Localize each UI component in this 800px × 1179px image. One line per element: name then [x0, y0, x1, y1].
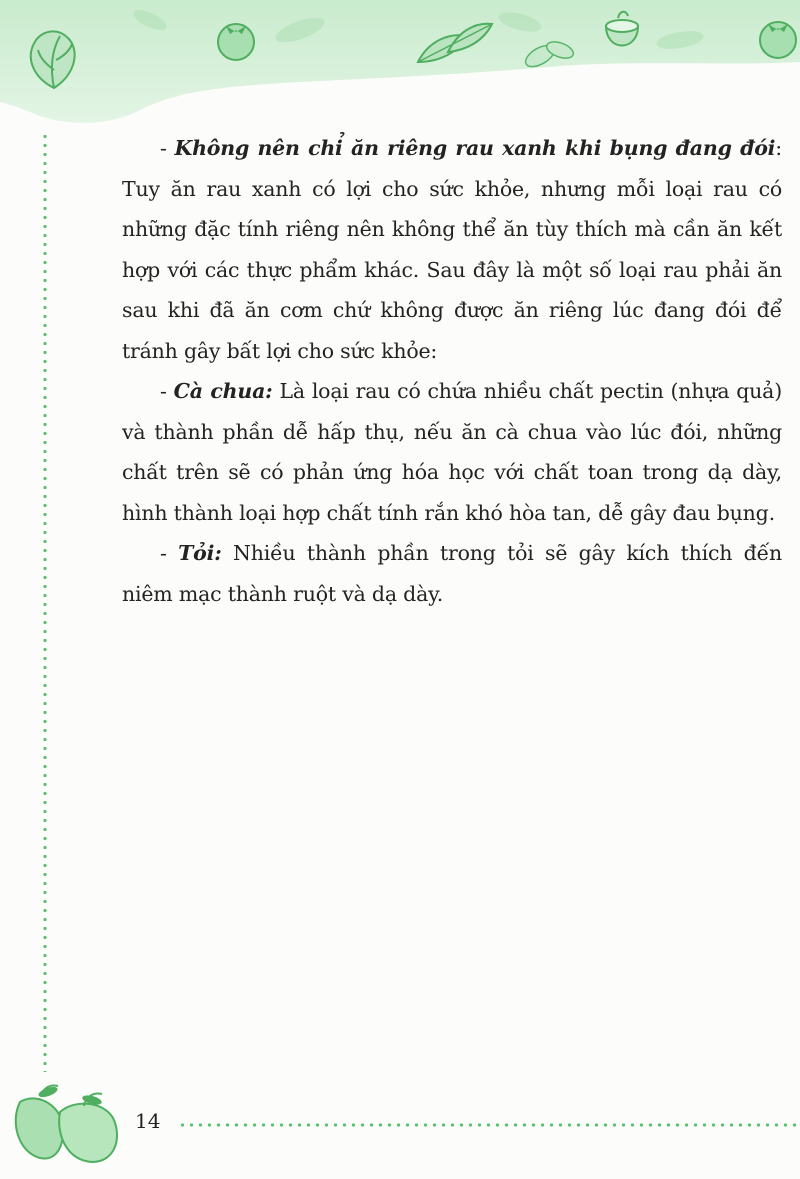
cabbage-icon: [14, 18, 94, 98]
paragraph-text: Là loại rau có chứa nhiều chất pectin (nhựa quả) và thành phần dễ hấp thụ, nếu ăn cà chua vào lúc đói, những chất trên sẽ có phản ứng hóa học với chất toan trong dạ dày, hình thành loại hợp chất tính rắn khó hòa tan, dễ gây đau bụng.: [122, 379, 783, 525]
page-number: 14: [135, 1109, 161, 1133]
bottom-dotted-border: [178, 1121, 800, 1129]
top-band-shape: [0, 0, 800, 140]
heading-colon: :: [775, 136, 782, 160]
top-decorative-band: [0, 0, 800, 140]
list-dash: -: [160, 379, 174, 403]
paragraph-text: Tuy ăn rau xanh có lợi cho sức khỏe, nhưng mỗi loại rau có những đặc tính riêng nên không thể ăn tùy thích mà cần ăn kết hợp với các thực phẩm khác. Sau đây là một số loại rau phải ăn sau khi đã ăn cơm chứ không được ăn riêng lúc đang đói để tránh gây bất lợi cho sức khỏe:: [122, 176, 782, 363]
paragraph-garlic: [122, 533, 782, 614]
tomato-icon: [748, 8, 800, 64]
section-heading: Cà chua:: [173, 379, 273, 403]
tomato-icon: [208, 10, 264, 66]
list-dash: -: [160, 541, 179, 565]
reverse-page-show-through: [150, 640, 780, 670]
section-heading: Không nên chỉ ăn riêng rau xanh khi bụng đang đói: [174, 136, 776, 160]
section-heading: Tỏi:: [178, 541, 222, 565]
page-body: [122, 128, 782, 614]
pepper-icon: [592, 4, 652, 64]
pepper-icon: [0, 1062, 130, 1172]
paragraph-no-raw-veg-empty-stomach: [122, 128, 782, 371]
list-dash: -: [160, 136, 175, 160]
leaf-icon: [520, 30, 580, 80]
paragraph-text: Nhiều thành phần trong tỏi sẽ gây kích thích đến niêm mạc thành ruột và dạ dày.: [122, 541, 782, 606]
paragraph-tomato: [122, 371, 782, 533]
left-dotted-border: [42, 132, 48, 1072]
leaf-icon: [408, 12, 498, 72]
